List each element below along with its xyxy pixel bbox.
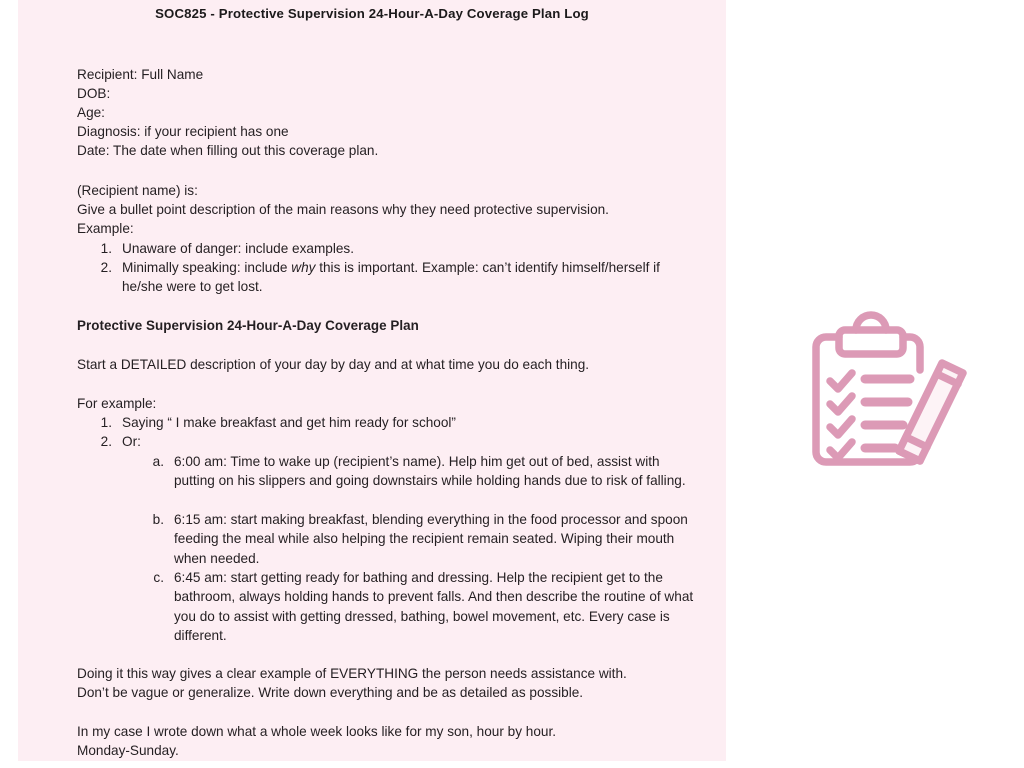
for-example-label: For example: xyxy=(77,396,157,411)
schedule-list-item xyxy=(144,568,705,645)
document-panel xyxy=(18,0,726,761)
closing-line-3: In my case I wrote down what a whole week looks like for my son, hour by hour. xyxy=(77,724,557,739)
plan-intro: Start a DETAILED description of your day by day and at what time you do each thing. xyxy=(77,357,590,372)
date-line: Date: The date when filling out this coverage plan. xyxy=(77,143,379,158)
list-marker: 1. xyxy=(100,415,112,430)
list-item-text-after: this is important. Example: can’t identify himself/herself if he/she were to get lost. xyxy=(122,260,660,295)
list-marker: 1. xyxy=(100,241,112,256)
list-item-emphasis: why xyxy=(291,260,316,275)
checkmark-icon xyxy=(830,396,852,412)
schedule-list-item xyxy=(144,510,693,568)
schedule-item-text: 6:00 am: Time to wake up (recipient’s name). Help him get out of bed, assist with putting on his slippers and going downstairs while holding hands due to risk of falling. xyxy=(174,454,686,489)
closing-line-4: Monday-Sunday. xyxy=(77,743,179,758)
dob-line: DOB: xyxy=(77,86,111,101)
list-marker: b. xyxy=(152,512,164,527)
schedule-item-text: 6:15 am: start making breakfast, blending everything in the food processor and spoon feeding the meal while also helping the recipient remain seated. Wiping their mouth when needed. xyxy=(174,512,688,566)
clipboard-checklist-pencil-icon xyxy=(800,300,975,475)
recipient-line: Recipient: Full Name xyxy=(77,67,204,82)
section-heading: Protective Supervision 24-Hour-A-Day Coverage Plan xyxy=(77,318,419,333)
list-item xyxy=(92,239,702,258)
list-item-text xyxy=(122,258,700,297)
checkmark-icon xyxy=(830,419,852,435)
list-item xyxy=(92,432,702,451)
list-item xyxy=(92,413,702,432)
closing-line-2: Don’t be vague or generalize. Write down everything and be as detailed as possible. xyxy=(77,685,584,700)
schedule-item-text: 6:45 am: start getting ready for bathing and dressing. Help the recipient get to the bathroom, always holding hands to prevent falls. And then describe the routine of what you do to assist with getting dressed, bathing, bowel movement, etc. Every case is different. xyxy=(174,570,694,643)
list-item-text: Unaware of danger: include examples. xyxy=(122,241,354,256)
checkmark-icon xyxy=(830,373,852,389)
page-title: SOC825 - Protective Supervision 24-Hour-A-Day Coverage Plan Log xyxy=(155,6,589,21)
schedule-list-item xyxy=(144,452,703,491)
clipboard-illustration-svg xyxy=(800,300,975,475)
list-marker: a. xyxy=(152,454,164,469)
example-label: Example: xyxy=(77,221,134,236)
list-item-text-before: Minimally speaking: include xyxy=(122,260,292,275)
list-marker: 2. xyxy=(100,260,112,275)
closing-line-1: Doing it this way gives a clear example of EVERYTHING the person needs assistance with. xyxy=(77,666,627,681)
list-item-text: Or: xyxy=(122,434,141,449)
checkmark-icon xyxy=(830,442,852,458)
reasons-instruction: Give a bullet point description of the main reasons why they need protective supervision. xyxy=(77,202,609,217)
clipboard-clip-plate-icon xyxy=(839,330,903,354)
list-item xyxy=(92,258,700,297)
list-item-text: Saying “ I make breakfast and get him ready for school” xyxy=(122,415,456,430)
recipient-name-intro: (Recipient name) is: xyxy=(77,183,198,198)
age-line: Age: xyxy=(77,105,105,120)
document-body xyxy=(18,0,726,761)
list-marker: c. xyxy=(153,570,164,585)
list-marker: 2. xyxy=(100,434,112,449)
diagnosis-line: Diagnosis: if your recipient has one xyxy=(77,124,289,139)
